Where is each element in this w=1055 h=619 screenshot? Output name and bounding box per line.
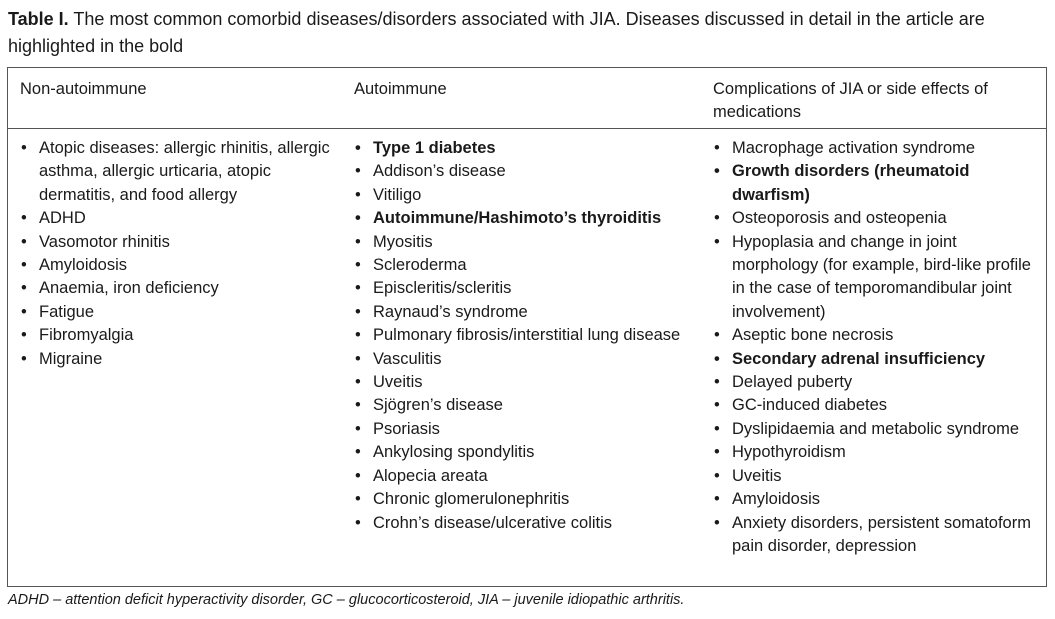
list-item: • Growth disorders (rheumatoid dwarfism)	[713, 160, 1043, 207]
list-item: • Fatigue	[20, 301, 340, 324]
autoimmune-list	[354, 137, 684, 535]
list-item: • Anaemia, iron deficiency	[20, 277, 340, 300]
list-item: • Migraine	[20, 348, 340, 371]
list-item: • Scleroderma	[354, 254, 684, 277]
list-item: • Delayed puberty	[713, 371, 1043, 394]
list-item: • Type 1 diabetes	[354, 137, 684, 160]
list-item: • Myositis	[354, 231, 684, 254]
list-item: • Anxiety disorders, persistent somatoform pain disorder, depression	[713, 512, 1043, 559]
header-non-autoimmune: Non-autoimmune	[20, 80, 147, 98]
list-item: • Fibromyalgia	[20, 324, 340, 347]
header-autoimmune: Autoimmune	[354, 80, 447, 98]
table-footnote: ADHD – attention deficit hyperactivity disorder, GC – glucocorticosteroid, JIA – juvenile idiopathic arthritis.	[8, 592, 685, 608]
list-item: • Aseptic bone necrosis	[713, 324, 1043, 347]
list-item: • ADHD	[20, 207, 340, 230]
list-item: • Crohn’s disease/ulcerative colitis	[354, 512, 684, 535]
list-item: • Vitiligo	[354, 184, 684, 207]
list-item: • Episcleritis/scleritis	[354, 277, 684, 300]
list-item: • Uveitis	[354, 371, 684, 394]
list-item: • Macrophage activation syndrome	[713, 137, 1043, 160]
list-item: • Alopecia areata	[354, 465, 684, 488]
list-item: • Vasomotor rhinitis	[20, 231, 340, 254]
table-caption-text: The most common comorbid diseases/disorders associated with JIA. Diseases discussed in detail in the article are highlighted in the bold	[8, 9, 985, 56]
list-item: • Pulmonary fibrosis/interstitial lung disease	[354, 324, 684, 347]
list-item: • Amyloidosis	[713, 488, 1043, 511]
list-item: • Chronic glomerulonephritis	[354, 488, 684, 511]
table-caption-label: Table I.	[8, 9, 69, 29]
list-item: • Autoimmune/Hashimoto’s thyroiditis	[354, 207, 684, 230]
complications-list	[713, 137, 1043, 558]
non-autoimmune-list	[20, 137, 340, 371]
table-header-row	[8, 68, 1046, 129]
list-item: • Hypoplasia and change in joint morphology (for example, bird-like profile in the case of temporomandibular joint involvement)	[713, 231, 1043, 325]
list-item: • Atopic diseases: allergic rhinitis, allergic asthma, allergic urticaria, atopic dermatitis, and food allergy	[20, 137, 340, 207]
list-item: • Vasculitis	[354, 348, 684, 371]
list-item: • Amyloidosis	[20, 254, 340, 277]
list-item: • Osteoporosis and osteopenia	[713, 207, 1043, 230]
header-complications: Complications of JIA or side effects of medications	[713, 80, 988, 121]
list-item: • Psoriasis	[354, 418, 684, 441]
table-caption	[8, 6, 1050, 60]
list-item: • Hypothyroidism	[713, 441, 1043, 464]
list-item: • Dyslipidaemia and metabolic syndrome	[713, 418, 1043, 441]
comorbidities-table	[7, 67, 1047, 587]
list-item: • GC-induced diabetes	[713, 394, 1043, 417]
list-item: • Ankylosing spondylitis	[354, 441, 684, 464]
list-item: • Raynaud’s syndrome	[354, 301, 684, 324]
list-item: • Addison’s disease	[354, 160, 684, 183]
list-item: • Secondary adrenal insufficiency	[713, 348, 1043, 371]
list-item: • Uveitis	[713, 465, 1043, 488]
list-item: • Sjögren’s disease	[354, 394, 684, 417]
